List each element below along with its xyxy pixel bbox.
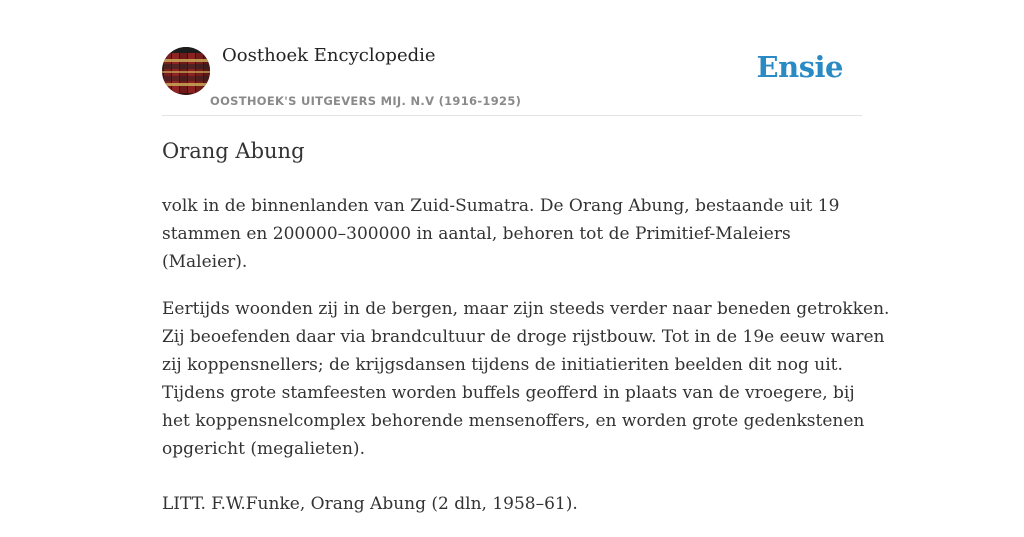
article-title: Orang Abung [162,139,305,163]
text-line: volk in de binnenlanden van Zuid-Sumatra. De Orang Abung, bestaande uit 19 [162,196,840,216]
text-line: Tijdens grote stamfeesten worden buffels geofferd in plaats van de vroegere, bij [162,383,855,403]
book-title-link[interactable]: Oosthoek Encyclopedie [222,45,436,66]
paragraph [162,192,872,276]
book-avatar[interactable] [162,47,210,95]
brand-logo-link[interactable]: Ensie [756,50,843,84]
page [162,0,890,514]
text-line: zij koppensnellers; de krijgsdansen tijdens de initiatieriten beelden dit nog uit. [162,355,843,375]
text-line: Eertijds woonden zij in de bergen, maar zijn steeds verder naar beneden getrokken. [162,299,890,319]
book-spines-icon [162,47,210,95]
header [162,0,862,116]
publisher-label: OOSTHOEK'S UITGEVERS MIJ. N.V (1916-1925) [210,94,522,108]
literature-reference: LITT. F.W.Funke, Orang Abung (2 dln, 1958–61). [162,494,578,514]
text-line: (Maleier). [162,252,248,272]
text-line: stammen en 200000–300000 in aantal, behoren tot de Primitief-Maleiers [162,224,791,244]
article-body [162,192,890,537]
paragraph [162,295,890,463]
text-line: het koppensnelcomplex behorende mensenoffers, en worden grote gedenkstenen [162,411,865,431]
text-line: opgericht (megalieten). [162,439,365,459]
text-line: Zij beoefenden daar via brandcultuur de droge rijstbouw. Tot in de 19e eeuw waren [162,327,885,347]
